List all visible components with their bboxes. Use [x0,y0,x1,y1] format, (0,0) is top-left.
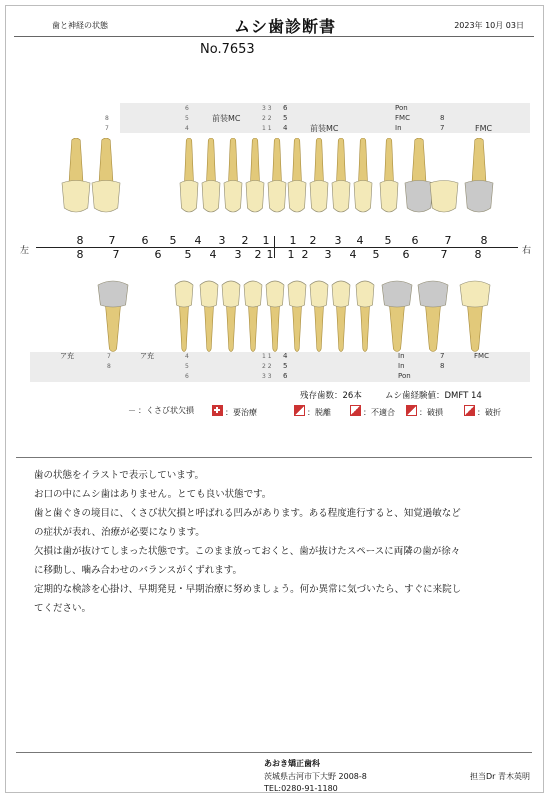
tooth-icon [354,138,372,212]
lower-tooth-number: 3 [234,248,242,261]
lower-tooth-number: 6 [154,248,162,261]
tooth-icon [202,138,220,212]
upper-status-cell: 2 2 [262,115,272,122]
comment-line: 定期的な検診を心掛け、早期発見・早期治療に努めましょう。何か異常に気づいたら、すぐに来院し [34,584,462,595]
comment-line: の症状が表れ、治療が必要になります。 [34,527,205,538]
comment-line: お口の中にムシ歯はありません。とても良い状態です。 [34,489,272,500]
status-icon [464,405,475,416]
upper-status-cell: 6 [283,104,288,112]
lower-tooth-number: 2 [254,248,262,261]
lower-status-cell: Pon [398,372,411,380]
tooth-icon [332,138,350,212]
lower-status-cell: In [398,352,405,360]
lower-status-cell: 3 3 [262,373,272,380]
lower-tooth-number: 8 [76,248,84,261]
legend-label: ：破折 [477,408,501,417]
tooth-icon [430,181,458,213]
lower-status-cell: 2 2 [262,363,272,370]
comment-line: 歯と歯ぐきの境目に、くさび状欠損と呼ばれる凹みがあります。ある程度進行すると、知覚過敏など [34,508,461,519]
upper-tooth-number: 3 [218,234,226,247]
upper-tooth-number: 4 [356,234,364,247]
tooth-icon [418,281,448,352]
upper-status-cell: Pon [395,104,408,112]
upper-tooth-number: 4 [194,234,202,247]
lower-tooth-number: 6 [402,248,410,261]
comment-line: 欠損は歯が抜けてしまった状態です。このまま放っておくと、歯が抜けたスペースに両隣の歯が徐々 [34,546,461,557]
upper-tooth-number: 1 [262,234,270,247]
upper-label-fmc: FMC [475,124,493,133]
lower-status-cell: 7 [440,352,445,360]
legend-item-1 [212,405,257,418]
lower-tooth-number: 4 [209,248,217,261]
upper-tooth-number: 5 [169,234,177,247]
tooth-icon [246,138,264,212]
lower-tooth-number: 4 [349,248,357,261]
tooth-icon [175,281,193,352]
clinic-name: あおき矯正歯科 [264,759,320,768]
upper-label-left-mc: 前装MC [212,114,241,123]
header [14,14,534,37]
lower-tooth-number: 7 [112,248,120,261]
status-icon [406,405,417,416]
legend-label: ：破損 [419,408,443,417]
upper-tooth-number: 5 [384,234,392,247]
clinic-tel: TEL:0280-91-1180 [264,784,338,793]
lower-status-cell: FMC [474,352,489,360]
lower-status-cell: 4 [185,353,189,360]
legend-item-3 [350,405,395,418]
doctor-name: 担当Dr 青木英明 [470,772,530,781]
lower-status-cell: 7 [107,353,111,360]
lower-tooth-number: 1 [266,248,274,261]
upper-status-cell: 3 3 [262,105,272,112]
clinic-address: 茨城県古河市下大野 2008-8 [264,772,367,781]
legend-label: ：要治療 [225,408,257,417]
left-side-label: 左 [20,246,30,256]
upper-status-cell: 7 [440,124,445,132]
tooth-icon [380,138,398,212]
lower-status-cell: In [398,362,405,370]
upper-status-cell: 8 [440,114,445,122]
upper-tooth-number: 6 [141,234,149,247]
tooth-icon [268,138,286,212]
upper-tooth-number: 6 [411,234,419,247]
dash-icon: － [128,406,136,415]
upper-teeth-illustration [40,138,520,218]
upper-status-cell: 8 [105,115,109,122]
comment-line: てください。 [34,603,92,614]
tooth-icon [356,281,374,352]
comment-line: に移動し、噛み合わせのバランスがくずれます。 [34,565,242,576]
lower-status-cell: ア充 [140,352,154,360]
tooth-icon [382,281,412,352]
remaining-teeth-count: 残存歯数：26本 [300,391,362,401]
lower-status-cell: ア充 [60,352,74,360]
header-subtitle: 歯と神経の状態 [52,21,108,30]
lower-tooth-number: 5 [184,248,192,261]
upper-tooth-number: 3 [334,234,342,247]
lower-tooth-number: 1 [287,248,295,261]
lower-status-cell: 6 [283,372,288,380]
tooth-icon [244,281,262,352]
section-divider [16,457,532,458]
upper-tooth-number: 8 [76,234,84,247]
lower-status-cell: 4 [283,352,288,360]
upper-tooth-number: 2 [241,234,249,247]
tooth-icon [180,138,198,212]
upper-tooth-number: 7 [108,234,116,247]
upper-status-cell: 1 1 [262,125,272,132]
legend-item-0 [128,405,194,416]
tooth-icon [310,138,328,212]
upper-status-cell: 4 [283,124,288,132]
upper-status-cell: 4 [185,125,189,132]
footer-divider [16,752,532,753]
lower-status-cell: 5 [283,362,288,370]
legend-label: ：脱離 [307,408,331,417]
legend-item-2 [294,405,331,418]
comment-line: 歯の状態をイラストで表示しています。 [34,470,204,481]
upper-status-cell: In [395,124,402,132]
lower-tooth-number: 2 [301,248,309,261]
plus-icon [212,405,223,416]
lower-status-cell: 8 [440,362,445,370]
legend-item-5 [464,405,501,418]
tooth-icon [224,138,242,212]
lower-status-cell: 5 [185,363,189,370]
lower-tooth-number: 5 [372,248,380,261]
upper-status-cell: 5 [283,114,288,122]
upper-tooth-number: 7 [444,234,452,247]
status-icon [350,405,361,416]
legend-item-4 [406,405,443,418]
upper-tooth-number: 1 [289,234,297,247]
right-side-label: 右 [522,246,532,256]
page-title: ムシ歯診断書 [234,17,337,36]
lower-status-cell: 1 1 [262,353,272,360]
upper-status-cell: FMC [395,114,410,122]
record-number: No.7653 [200,42,255,57]
tooth-icon [288,138,306,212]
tooth-icon [405,138,433,212]
tooth-icon [266,281,284,352]
issue-date: 2023年 10月 03日 [454,21,524,30]
lower-tooth-number: 7 [440,248,448,261]
lower-tooth-number: 8 [474,248,482,261]
tooth-icon [310,281,328,352]
tooth-icon [222,281,240,352]
tooth-icon [62,138,90,212]
lower-tooth-number: 3 [324,248,332,261]
tooth-icon [200,281,218,352]
legend-label: ：くさび状欠損 [138,406,194,415]
tooth-icon [92,138,120,212]
tooth-icon [460,281,490,352]
tooth-icon [465,138,493,212]
status-icon [294,405,305,416]
upper-label-right-mc: 前装MC [310,124,339,133]
tooth-icon [332,281,350,352]
upper-tooth-number: 8 [480,234,488,247]
lower-status-cell: 6 [185,373,189,380]
dmft-score: ムシ歯経験値：DMFT 14 [385,391,482,401]
tooth-icon [288,281,306,352]
upper-status-cell: 6 [185,105,189,112]
upper-status-cell: 7 [105,125,109,132]
legend-label: ：不適合 [363,408,395,417]
lower-teeth-illustration [40,275,520,355]
lower-status-cell: 8 [107,363,111,370]
upper-status-cell: 5 [185,115,189,122]
tooth-icon [98,281,128,352]
upper-tooth-number: 2 [309,234,317,247]
